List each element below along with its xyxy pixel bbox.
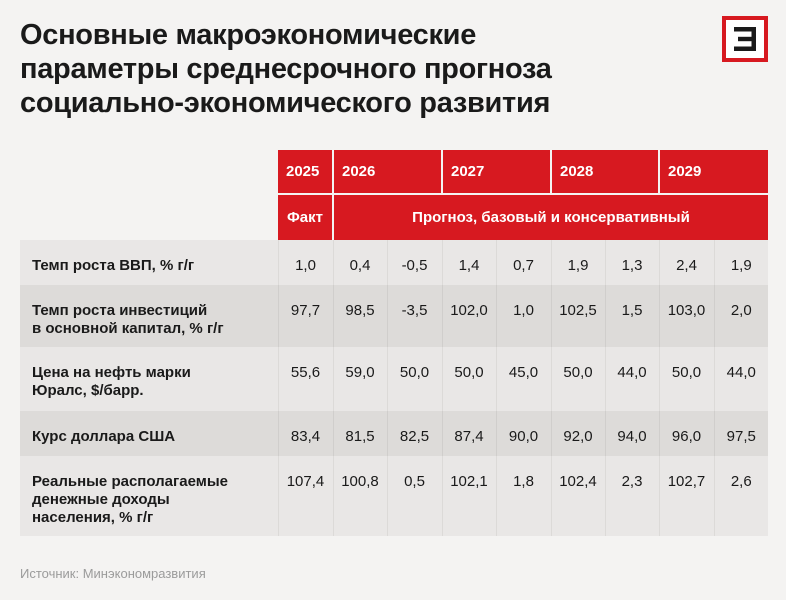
table-cell: 100,8: [333, 456, 387, 536]
header-empty-cell: [20, 194, 278, 240]
table-cell: 50,0: [387, 347, 442, 411]
row-label: Реальные располагаемые денежные доходы населения, % г/г: [20, 456, 278, 536]
table-cell: 82,5: [387, 411, 442, 456]
row-label: Темп роста ВВП, % г/г: [20, 240, 278, 285]
table-cell: 94,0: [605, 411, 659, 456]
year-2029-header: 2029: [659, 150, 768, 194]
year-2026-header: 2026: [333, 150, 442, 194]
table-cell: 2,0: [714, 285, 768, 347]
forecast-header: Прогноз, базовый и консервативный: [333, 194, 768, 240]
title-line-2: параметры среднесрочного прогноза: [20, 53, 552, 85]
table-cell: 1,0: [278, 240, 333, 285]
table-cell: 107,4: [278, 456, 333, 536]
fact-header: Факт: [278, 194, 333, 240]
table-cell: 1,9: [714, 240, 768, 285]
row-label: Курс доллара США: [20, 411, 278, 456]
table-cell: 0,5: [387, 456, 442, 536]
table-cell: 0,7: [496, 240, 551, 285]
table-cell: 2,4: [659, 240, 714, 285]
table-cell: 59,0: [333, 347, 387, 411]
table-cell: 102,4: [551, 456, 605, 536]
table-cell: 102,5: [551, 285, 605, 347]
logo-glyph-icon: [734, 27, 756, 51]
table-row-usd-rate: [20, 411, 768, 456]
row-label: Цена на нефть марки Юралс, $/барр.: [20, 347, 278, 411]
table-cell: 81,5: [333, 411, 387, 456]
row-label: Темп роста инвестиций в основной капитал, % г/г: [20, 285, 278, 347]
table-cell: 44,0: [714, 347, 768, 411]
table-row-oil-price: [20, 347, 768, 411]
table-cell: 102,1: [442, 456, 496, 536]
table-cell: 44,0: [605, 347, 659, 411]
publisher-logo-icon: [722, 16, 768, 62]
table-cell: 83,4: [278, 411, 333, 456]
table-cell: 1,9: [551, 240, 605, 285]
table-row-gdp: [20, 240, 768, 285]
header-years-row: [20, 150, 768, 194]
title-line-3: социально-экономического развития: [20, 87, 551, 119]
page-title: [20, 18, 660, 120]
table-cell: 1,4: [442, 240, 496, 285]
table-cell: 1,5: [605, 285, 659, 347]
title-line-1: Основные макроэкономические: [20, 19, 477, 51]
year-2025-header: 2025: [278, 150, 333, 194]
table-cell: -0,5: [387, 240, 442, 285]
table-cell: 97,7: [278, 285, 333, 347]
table-cell: 1,0: [496, 285, 551, 347]
table-cell: 98,5: [333, 285, 387, 347]
table-cell: 90,0: [496, 411, 551, 456]
forecast-table: [20, 150, 768, 536]
year-2028-header: 2028: [551, 150, 659, 194]
year-2027-header: 2027: [442, 150, 551, 194]
header-empty-cell: [20, 150, 278, 194]
table-cell: 1,8: [496, 456, 551, 536]
table-cell: 102,0: [442, 285, 496, 347]
table-row-income: [20, 456, 768, 536]
header-type-row: [20, 194, 768, 240]
table-cell: 45,0: [496, 347, 551, 411]
table-cell: 103,0: [659, 285, 714, 347]
source-note: Источник: Минэкономразвития: [20, 566, 206, 581]
table-cell: 2,3: [605, 456, 659, 536]
table-cell: 50,0: [442, 347, 496, 411]
table-cell: 2,6: [714, 456, 768, 536]
table-cell: 96,0: [659, 411, 714, 456]
table-cell: 55,6: [278, 347, 333, 411]
table-cell: 92,0: [551, 411, 605, 456]
table-cell: 87,4: [442, 411, 496, 456]
table-cell: 102,7: [659, 456, 714, 536]
table-row-investment: [20, 285, 768, 347]
table-cell: 50,0: [659, 347, 714, 411]
table-cell: -3,5: [387, 285, 442, 347]
table-cell: 0,4: [333, 240, 387, 285]
table-cell: 97,5: [714, 411, 768, 456]
table-cell: 1,3: [605, 240, 659, 285]
table-cell: 50,0: [551, 347, 605, 411]
